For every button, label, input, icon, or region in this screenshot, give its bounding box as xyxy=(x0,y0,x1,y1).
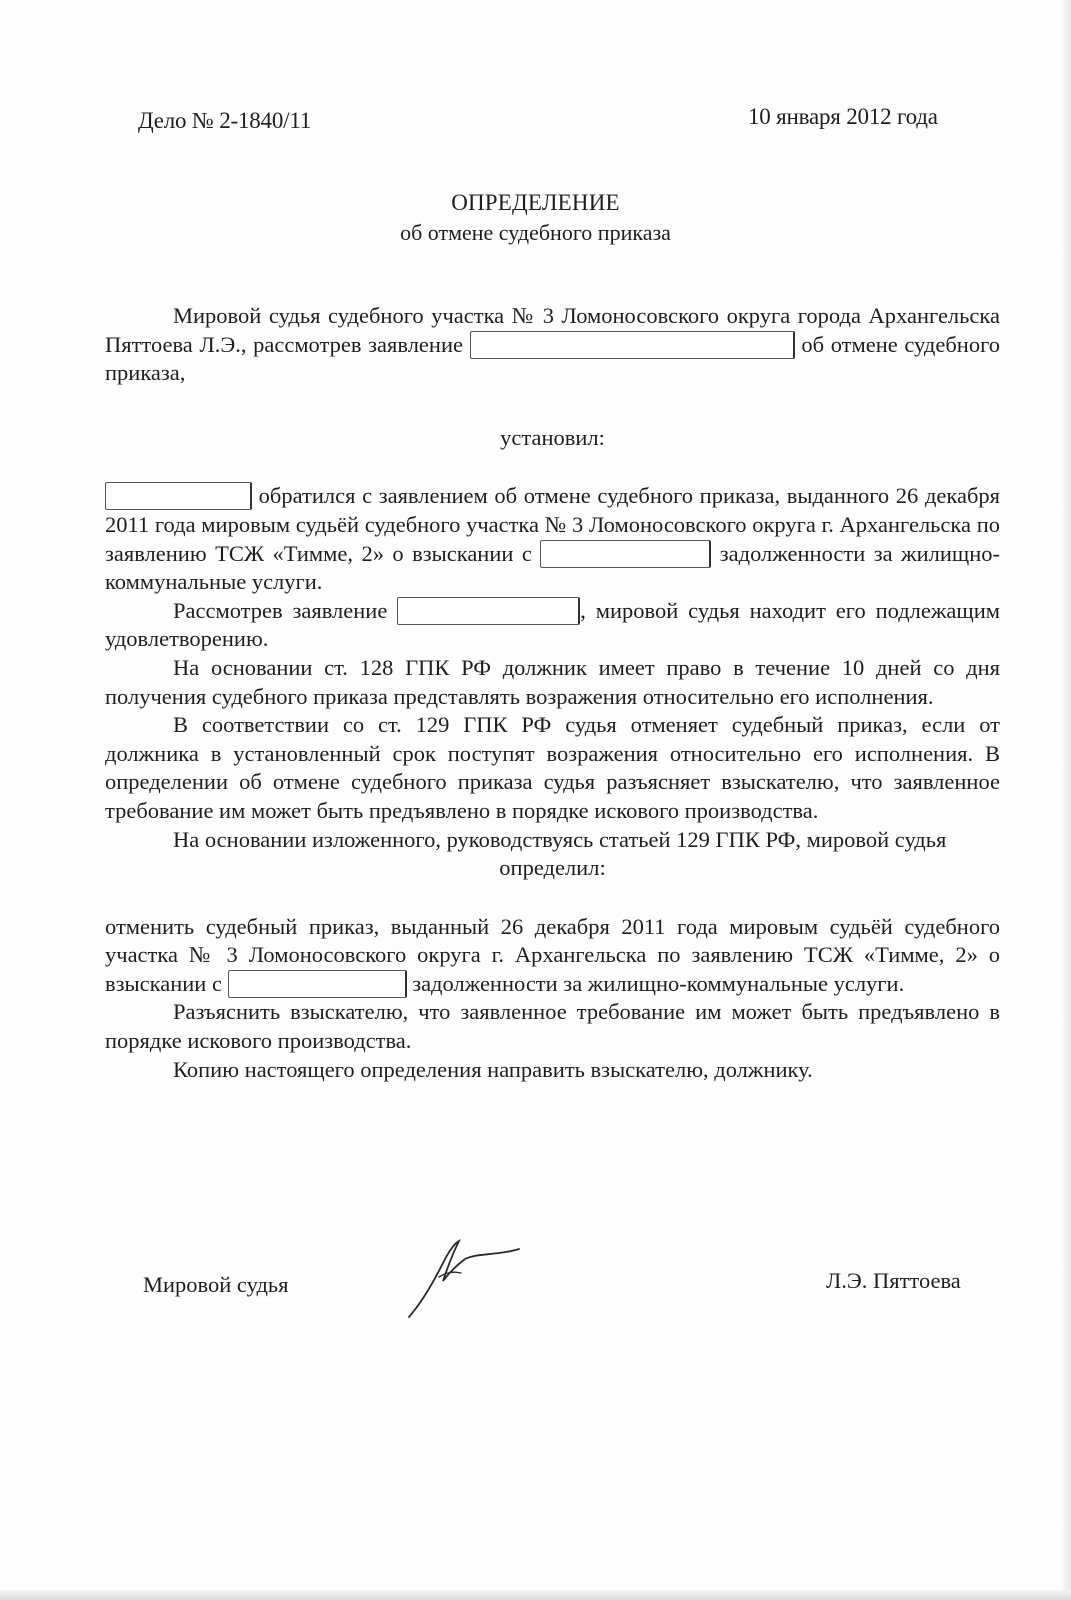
intro-paragraph xyxy=(105,302,1000,388)
document-body xyxy=(105,302,1000,1084)
document-date: 10 января 2012 года xyxy=(748,104,938,129)
paragraph-6 xyxy=(105,913,1000,999)
paragraph-2-text-end: , мировой судья находит его подлежащим удовлетворению. xyxy=(105,597,1001,652)
determined-heading: определил: xyxy=(499,855,606,881)
document-subtitle: об отмене судебного приказа xyxy=(400,220,671,245)
page-bottom-shadow xyxy=(0,1590,1071,1600)
paragraph-8: Копию настоящего определения направить взыскателю, должнику. xyxy=(173,1056,813,1082)
redaction-box xyxy=(540,540,711,568)
paragraph-4: В соответствии со ст. 129 ГПК РФ судья отменяет судебный приказ, если от должника в установленный срок поступят возражения относительно его исполнения. В определении об отмене судебного приказа судья разъясняет взыскателю, что заявленное требование им может быть предъявлено в порядке искового производства. xyxy=(105,712,1000,823)
paragraph-2-text: Рассмотрев заявление xyxy=(173,597,388,623)
document-title: ОПРЕДЕЛЕНИЕ xyxy=(451,190,620,215)
paragraph-1 xyxy=(105,482,1000,596)
intro-text: Мировой судья судебного участка № 3 Ломоносовского округа города Архангельска Пяттоева Л.Э., рассмотрев заявление xyxy=(105,303,1000,357)
signature-label: Мировой судья xyxy=(143,1272,289,1297)
paragraph-2 xyxy=(105,597,1000,654)
redaction-box xyxy=(228,970,407,998)
paragraph-6-text-end: задолженности за жилищно-коммунальные услуги. xyxy=(412,970,905,996)
redaction-box xyxy=(397,597,580,625)
redaction-box xyxy=(470,331,795,359)
intro-text-end: об отмене судебного приказа, xyxy=(105,331,1001,386)
paragraph-1-text: обратился с заявлением об отмене судебного приказа, выданного 26 декабря 2011 года мировым судьёй судебного участка № 3 Ломоносовского округа г. Архангельска по заявлению ТСЖ «Тимме, 2» о взыскании с xyxy=(105,483,1000,566)
paragraph-5: На основании изложенного, руководствуясь статьей 129 ГПК РФ, мировой судья xyxy=(173,826,947,852)
paragraph-6-text: отменить судебный приказ, выданный 26 декабря 2011 года мировым судьёй судебного участка № 3 Ломоносовского округа г. Архангельска по заявлению ТСЖ «Тимме, 2» о взыскании с xyxy=(105,913,1000,996)
paragraph-1-text-end: задолженности за жилищно-коммунальные услуги. xyxy=(105,540,1001,595)
signature-icon xyxy=(403,1233,523,1323)
paragraph-7: Разъяснить взыскателю, что заявленное требование им может быть предъявлено в порядке искового производства. xyxy=(105,999,1000,1054)
redaction-box xyxy=(105,482,252,510)
case-number: Дело № 2-1840/11 xyxy=(138,108,312,133)
paragraph-3: На основании ст. 128 ГПК РФ должник имеет право в течение 10 дней со дня получения судебного приказа представлять возражения относительно его исполнения. xyxy=(105,654,1000,709)
established-heading: установил: xyxy=(500,424,605,450)
judge-name: Л.Э. Пяттоева xyxy=(826,1268,961,1293)
